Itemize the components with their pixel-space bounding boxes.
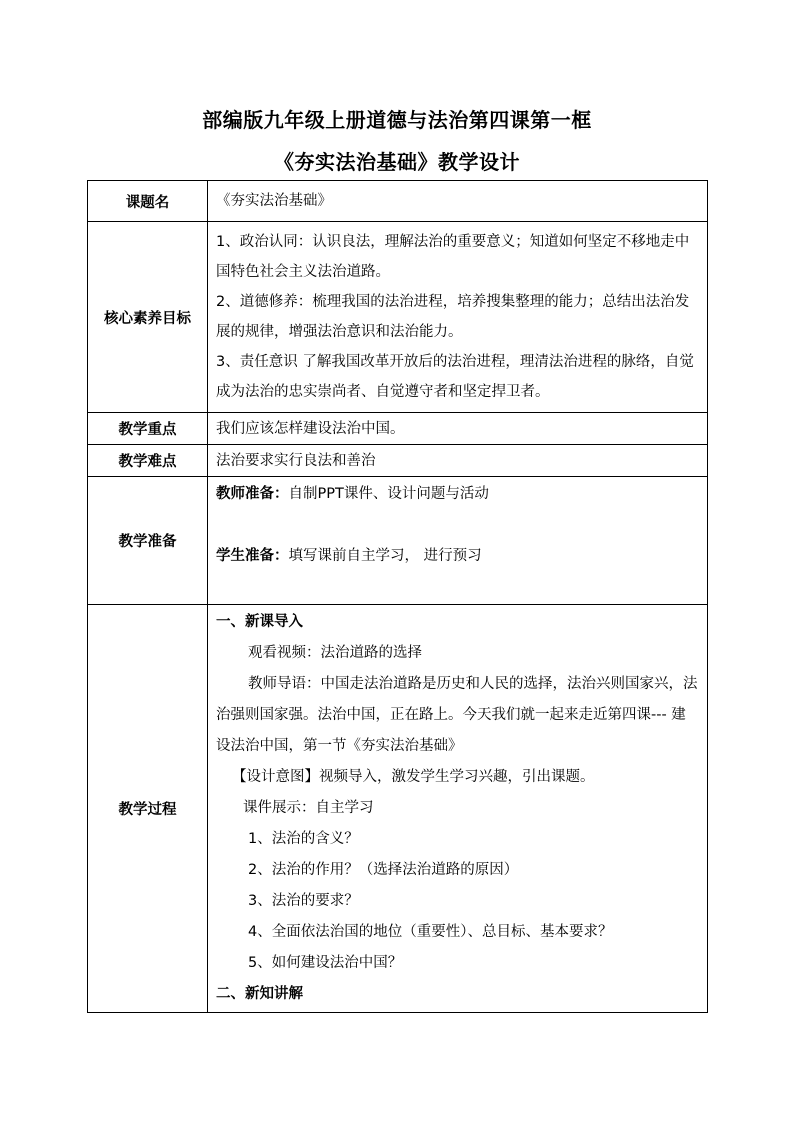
row-process <box>88 605 708 1013</box>
document-title-line2: 《夯实法治基础》教学设计 <box>274 150 520 174</box>
topic-label: 课题名 <box>88 181 208 222</box>
key-point-value: 我们应该怎样建设法治中国。 <box>208 413 708 445</box>
row-difficulty <box>88 445 708 477</box>
document-title-line1: 部编版九年级上册道德与法治第四课第一框 <box>202 108 592 132</box>
section-heading: 二、新知讲解 <box>216 986 303 1002</box>
question-item: 3、法治的要求？ <box>248 893 359 909</box>
question-item: 4、全面依法治国的地位（重要性）、总目标、基本要求？ <box>248 924 613 940</box>
video-line: 观看视频：法治道路的选择 <box>248 645 422 661</box>
teacher-prep-label: 教师准备： <box>216 486 289 502</box>
goal-item: 3、责任意识 了解我国改革开放后的法治进程，理清法治进程的脉络，自觉成为法治的忠实崇尚者、自觉遵守者和坚定捍卫者。 <box>216 354 694 400</box>
question-item: 2、法治的作用？（选择法治道路的原因） <box>248 862 519 878</box>
row-prep <box>88 477 708 605</box>
question-item: 1、法治的含义？ <box>248 831 359 847</box>
teacher-prep <box>216 477 699 509</box>
goal-item: 1、政治认同：认识良法，理解法治的重要意义；知道如何坚定不移地走中国特色社会主义法治道路。 <box>216 234 690 280</box>
student-prep <box>216 541 699 571</box>
goals-content <box>208 222 708 413</box>
process-label: 教学过程 <box>88 605 208 1013</box>
design-intent: 【设计意图】视频导入，激发学生学习兴趣，引出课题。 <box>232 769 595 785</box>
difficulty-label: 教学难点 <box>88 445 208 477</box>
lesson-plan-table <box>87 180 708 1013</box>
key-point-label: 教学重点 <box>88 413 208 445</box>
prep-content <box>208 477 708 605</box>
teacher-prep-value: 自制PPT课件、设计问题与活动 <box>288 486 489 502</box>
topic-value: 《夯实法治基础》 <box>208 181 708 222</box>
row-topic <box>88 181 708 222</box>
goal-item: 2、道德修养：梳理我国的法治进程，培养搜集整理的能力；总结出法治发展的规律，增强法治意识和法治能力。 <box>216 294 690 340</box>
student-prep-value: 填写课前自主学习， 进行预习 <box>288 548 482 564</box>
question-item: 5、如何建设法治中国？ <box>248 955 403 971</box>
courseware-line: 课件展示：自主学习 <box>243 800 374 816</box>
goals-label: 核心素养目标 <box>88 222 208 413</box>
process-content <box>208 605 708 1013</box>
difficulty-value: 法治要求实行良法和善治 <box>208 445 708 477</box>
prep-label: 教学准备 <box>88 477 208 605</box>
student-prep-label: 学生准备： <box>216 548 289 564</box>
section-heading: 一、新课导入 <box>216 614 303 630</box>
row-key-point <box>88 413 708 445</box>
row-goals <box>88 222 708 413</box>
intro-paragraph: 教师导语：中国走法治道路是历史和人民的选择，法治兴则国家兴，法治强则国家强。法治中国，正在路上。今天我们就一起来走近第四课--- 建设法治中国，第一节《夯实法治基础》 <box>216 676 698 754</box>
